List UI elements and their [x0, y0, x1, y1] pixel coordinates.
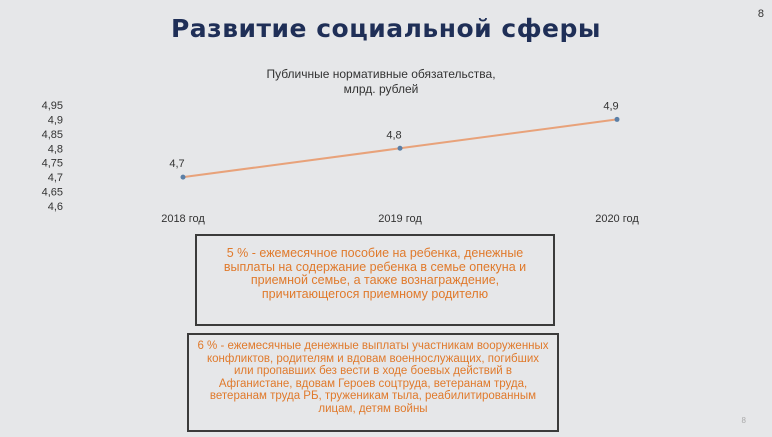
series-line	[169, 100, 619, 179]
y-tick-label: 4,6	[47, 201, 63, 213]
y-tick-label: 4,75	[41, 157, 63, 170]
y-tick-label: 4,7	[47, 172, 63, 185]
x-tick-label: 2018 год	[161, 213, 205, 225]
y-tick-label: 4,95	[41, 100, 63, 112]
data-point	[181, 175, 186, 180]
slide-title: Развитие социальной сферы	[170, 14, 601, 43]
chart-title-line-1: Публичные нормативные обязательства,	[266, 67, 496, 81]
data-point	[615, 117, 620, 122]
note-box-children: 5 % - ежемесячное пособие на ребенка, денежные выплаты на содержание ребенка в семье опекуна и приемной семье, а также вознаграждение, причитающегося приемному родителю	[195, 234, 555, 326]
y-tick-label: 4,9	[47, 114, 63, 127]
y-axis	[42, 100, 63, 213]
x-tick-label: 2019 год	[378, 213, 422, 225]
y-tick-label: 4,65	[41, 186, 63, 199]
y-tick-label: 4,8	[47, 143, 63, 156]
data-label: 4,7	[169, 158, 185, 171]
page-number-small: 8	[741, 416, 746, 425]
chart-title-line-2: млрд. рублей	[343, 82, 419, 96]
data-label: 4,9	[603, 100, 619, 113]
data-point	[398, 146, 403, 151]
data-label: 4,8	[386, 129, 402, 142]
note-box-veterans: 6 % - ежемесячные денежные выплаты участникам вооруженных конфликтов, родителям и вдовам военнослужащих, погибших или пропавших без вести в ходе боевых действий в Афганистане, вдовам Героев соцтруда, ветеранам труда, ветеранам труда РБ, труженикам тыла, реабилитированным лицам, детям войны	[187, 333, 559, 432]
x-axis	[161, 213, 639, 225]
page-number: 8	[757, 8, 764, 20]
y-tick-label: 4,85	[41, 128, 63, 141]
x-tick-label: 2020 год	[595, 213, 639, 225]
